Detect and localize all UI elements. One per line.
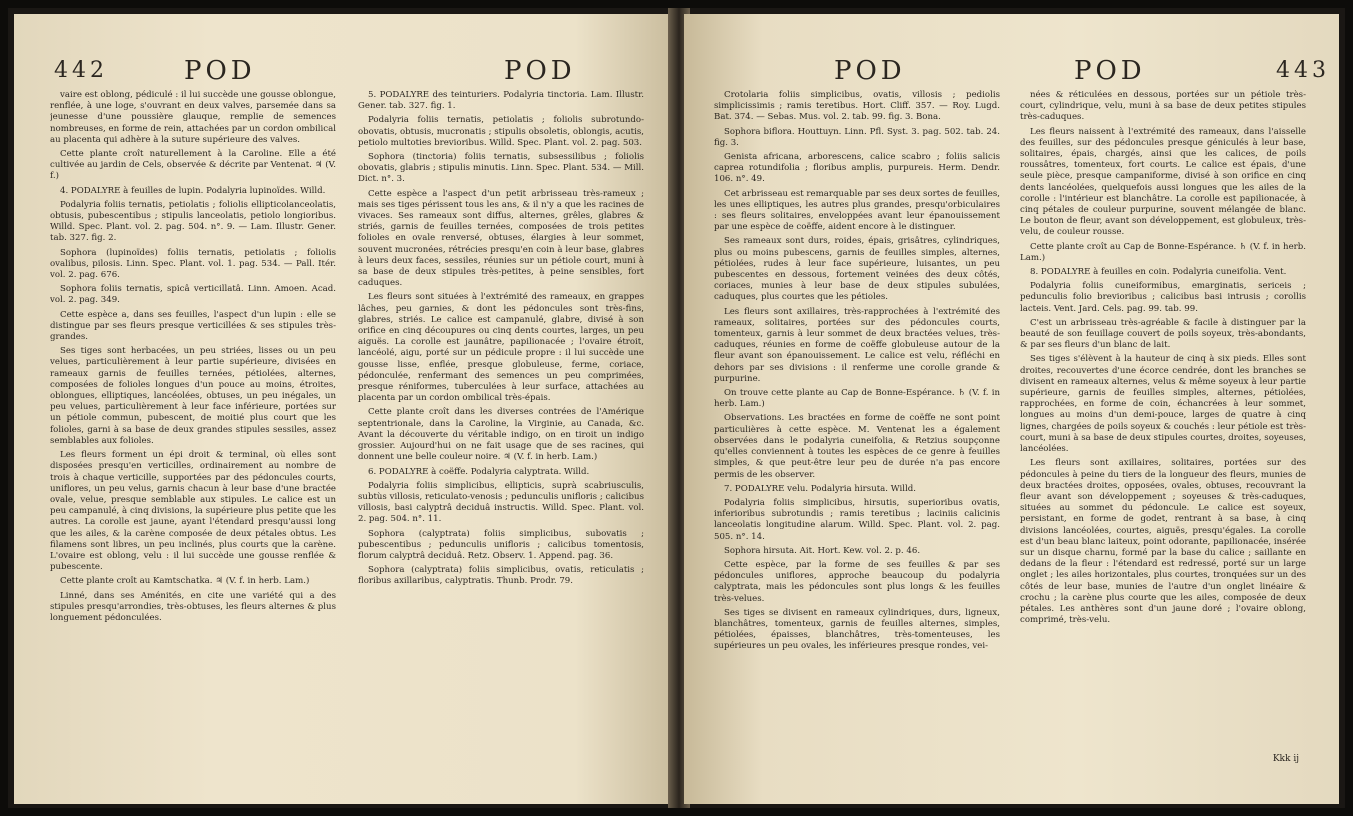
- paragraph: vaire est oblong, pédiculé : il lui succède une gousse oblongue, renflée, à une loge, s'ouvrant en deux valves, parsemée dans sa jeunesse d'une poussière glauque, remplie de semences nombreuses, en forme de rein, attachées par un cordon ombilical au placenta qui adhère à la suture supérieure des valves.: [50, 90, 336, 145]
- book-spread: [8, 8, 1345, 808]
- right-page: [684, 14, 1339, 804]
- signature-mark: Kkk ij: [1272, 754, 1299, 764]
- page-number: 442: [54, 58, 108, 83]
- paragraph: 7. PODALYRE velu. Podalyria hirsuta. Willd.: [724, 483, 916, 494]
- left-column-2: [358, 90, 644, 790]
- paragraph: Sophora hirsuta. Ait. Hort. Kew. vol. 2. p. 46.: [724, 545, 921, 556]
- paragraph: 8. PODALYRE à feuilles en coin. Podalyria cuneifolia. Vent.: [1030, 267, 1287, 278]
- paragraph: 4. PODALYRE à feuilles de lupin. Podalyria lupinoïdes. Willd.: [60, 185, 326, 196]
- paragraph: C'est un arbrisseau très-agréable & facile à distinguer par la beauté de son feuillage couvert de poils soyeux, très-abondants, & par ses fleurs d'un blanc de lait.: [1020, 317, 1306, 351]
- running-head: POD: [184, 56, 256, 86]
- paragraph: Les fleurs sont situées à l'extrémité des rameaux, en grappes lâches, peu garnies, & dont les pédoncules sont très-fins, glabres, striés. Le calice est campanulé, glabre, divisé à son orifice en cinq découpures ou cinq dents courtes, larges, un peu aiguës. La corolle est jaunâtre, papilionacée ; l'ovaire étroit, lancéolé, aigu, porté sur un pédicule propre : il lui succède une gousse lisse, enflée, presque globuleuse, ferme, coriace, pédonculée, renfermant des semences un peu comprimées, presque réniformes, tuberculées à leur surface, attachées au placenta par un cordon ombilical très-épais.: [358, 292, 644, 404]
- paragraph: Crotolaria foliis simplicibus, ovatis, villosis ; pediolis simplicissimis ; ramis teretibus. Hort. Cliff. 357. — Roy. Lugd. Bat. 374. — Sebas. Mus. vol. 2. tab. 99. fig. 3. Bona.: [714, 90, 1000, 123]
- paragraph: Ses tiges sont herbacées, un peu striées, lisses ou un peu velues, particulièrement à leur partie supérieure, divisées en rameaux garnis de feuilles ternées, pétiolées, alternes, composées de folioles longues d'un pouce au moins, étroites, oblongues, elliptiques, lancéolées, obtuses, un peu inégales, un peu velues, particulièrement à leur face inférieure, portées sur un pétiole commun, pubescent, de moitié plus court que les folioles, garni à sa base de deux grandes stipules sessiles, assez semblables aux folioles.: [50, 346, 336, 446]
- page-number: 443: [1276, 58, 1330, 83]
- paragraph: Cette plante croît dans les diverses contrées de l'Amérique septentrionale, dans la Caroline, la Virginie, au Canada, &c. Avant la découverte du véritable indigo, on en tiroit un indigo grossier. Aujourd'hui on ne fait usage que de ses racines, qui donnent une belle couleur noire. ♃ (V. f. in herb. Lam.): [358, 407, 644, 463]
- paragraph: Podalyria foliis ternatis, petiolatis ; foliolis subrotundo-obovatis, obtusis, mucronatis ; stipulis obsoletis, oblongis, acutis, petiolo multoties brevioribus. Willd. Spec. Plant. vol. 2. pag. 503.: [358, 115, 644, 148]
- paragraph: Les fleurs sont axillaires, solitaires, portées sur des pédoncules à peine du tiers de la longueur des fleurs, munies de deux bractées droites, opposées, ovales, obtuses, recouvrant la fleur avant son développement ; soyeuses & très-caduques, situées au sommet du pédoncule. Le calice est soyeux, persistant, en forme de godet, rentrant à sa base, à cinq divisions lancéolées, courtes, aiguës, presqu'égales. La corolle est d'un beau blanc laiteux, point odorante, papilionacée, insérée sur un disque charnu, formé par la base du calice ; saillante en dedans de la fleur : l'étendard est redressé, porté sur un large onglet ; les ailes horizontales, plus courtes, tronquées sur un des côtés de leur base, munies de l'autre d'un onglet linéaire & crochu ; la carène plus courte que les ailes, composée de deux pétales. Les anthères sont d'un jaune doré ; l'ovaire oblong, comprimé, très-velu.: [1020, 458, 1306, 626]
- paragraph: Sophora (tinctoria) foliis ternatis, subsessilibus ; foliolis obovatis, glabris ; stipulis minutis. Linn. Spec. Plant. 534. — Mill. Dict. n°. 3.: [358, 152, 644, 185]
- paragraph: Cette espèce a, dans ses feuilles, l'aspect d'un lupin : elle se distingue par ses fleurs presque verticillées & ses stipules très-grandes.: [50, 309, 336, 343]
- paragraph: 6. PODALYRE à coëffe. Podalyria calyptrata. Willd.: [368, 466, 590, 477]
- paragraph: Ses tiges se divisent en rameaux cylindriques, durs, ligneux, blanchâtres, tomenteux, garnis de feuilles alternes, simples, pétiolées, épaisses, blanchâtres, très-tomenteuses, les supérieures un peu ovales, les inférieures presque rondes, vei-: [714, 607, 1000, 652]
- paragraph: Sophora biflora. Houttuyn. Linn. Pfl. Syst. 3. pag. 502. tab. 24. fig. 3.: [714, 126, 1000, 148]
- left-page: [14, 14, 674, 804]
- paragraph: Sophora (calyptrata) foliis simplicibus, ovatis, reticulatis ; floribus axillaribus, calyptratis. Thunb. Prodr. 79.: [358, 565, 644, 587]
- paragraph: Les fleurs forment un épi droit & terminal, où elles sont disposées presqu'en verticilles, ordinairement au nombre de trois à chaque verticille, supportées par des pédoncules courts, uniflores, un peu velus, garnis chacun à leur base d'une bractée ovale, velue, presque semblable aux stipules. Le calice est un peu campanulé, à cinq divisions, la supérieure plus petite que les autres. La corolle est jaune, ayant l'étendard presqu'aussi long que les ailes, & la carène composée de deux pétales obtus. Les filamens sont libres, un peu inclinés, plus courts que la carène. L'ovaire est oblong, velu : il lui succède une gousse renflée & pubescente.: [50, 450, 336, 573]
- left-column-1: [50, 90, 336, 790]
- paragraph: Cette espèce, par la forme de ses feuilles & par ses pédoncules uniflores, approche beaucoup du podalyria calyptrata, mais les pédoncules sont plus longs & les feuilles très-velues.: [714, 559, 1000, 604]
- paragraph: Sophora (lupinoïdes) foliis ternatis, petiolatis ; foliolis ovalibus, pilosis. Linn. Spec. Plant. vol. 1. pag. 534. — Pall. Itér. vol. 2. pag. 676.: [50, 247, 336, 281]
- paragraph: On trouve cette plante au Cap de Bonne-Espérance. ♄ (V. f. in herb. Lam.): [714, 388, 1000, 410]
- paragraph: Sophora foliis ternatis, spicâ verticillatâ. Linn. Amoen. Acad. vol. 2. pag. 349.: [50, 284, 336, 306]
- paragraph: Ses tiges s'élèvent à la hauteur de cinq à six pieds. Elles sont droites, recouvertes d'une écorce cendrée, dont les branches se divisent en rameaux alternes, velus & même soyeux à leur partie supérieure, garnis de feuilles simples, alternes, pétiolées, rapprochées, en forme de coin, échancrées à leur sommet, longues au moins d'un demi-pouce, larges de quatre à cinq lignes, chargées de poils soyeux & couchés : leur pétiole est très-court, muni à sa base de deux stipules courtes, droites, soyeuses, lancéolées.: [1020, 354, 1306, 455]
- paragraph: Cet arbrisseau est remarquable par ses deux sortes de feuilles, les unes elliptiques, les autres plus grandes, presqu'orbiculaires : ses fleurs solitaires, enveloppées avant leur épanouissement par une espèce de coëffe, aident encore à le distinguer.: [714, 188, 1000, 233]
- paragraph: Podalyria foliis cuneiformibus, emarginatis, sericeis ; pedunculis folio brevioribus ; calicibus basi intrusis ; corollis lacteis. Vent. Jard. Cels. pag. 99. tab. 99.: [1020, 281, 1306, 314]
- paragraph: Podalyria foliis simplicibus, hirsutis, superioribus ovatis, inferioribus subrotundis ; ramis teretibus ; laciniis calicinis lanceolatis longitudine alarum. Willd. Spec. Plant. vol. 2. pag. 505. n°. 14.: [714, 497, 1000, 542]
- paragraph: Observations. Les bractées en forme de coëffe ne sont point particulières à cette espèce. M. Ventenat les a également observées dans le podalyria cuneifolia, & Retzius soupçonne qu'elles conviennent à toutes les espèces de ce genre à feuilles simples, & que peut-être leur peu de durée n'a pas encore permis de les observer.: [714, 413, 1000, 480]
- running-head: POD: [1074, 56, 1146, 86]
- paragraph: Cette plante croît au Cap de Bonne-Espérance. ♄ (V. f. in herb. Lam.): [1020, 241, 1306, 263]
- paragraph: Les fleurs naissent à l'extrémité des rameaux, dans l'aisselle des feuilles, sur des pédoncules presque géniculés à leur base, solitaires, épais, chargés, ainsi que les calices, de poils roussâtres, tomenteux, fort courts. Le calice est épais, d'une seule pièce, presque campaniforme, divisé à son orifice en cinq dents lancéolées, quelquefois aussi longues que les ailes de la corolle : l'intérieur est blanchâtre. La corolle est papilionacée, à cinq pétales de couleur purpurine, souvent mélangée de blanc. Le bouton de fleur, avant son développement, est globuleux, très-velu, de couleur rousse.: [1020, 126, 1306, 238]
- right-column-1: [714, 90, 1000, 790]
- paragraph: nées & réticulées en dessous, portées sur un pétiole très-court, cylindrique, velu, muni à sa base de deux petites stipules très-caduques.: [1020, 90, 1306, 123]
- left-page-header: [14, 56, 674, 86]
- right-page-header: [684, 56, 1339, 86]
- paragraph: Sophora (calyptrata) foliis simplicibus, subovatis ; pubescentibus ; pedunculis unifloris ; calicibus tomentosis, florum calyptrâ deciduâ. Retz. Observ. 1. Append. pag. 36.: [358, 528, 644, 561]
- paragraph: Les fleurs sont axillaires, très-rapprochées à l'extrémité des rameaux, solitaires, portées sur des pédoncules courts, tomenteux, garnis à leur sommet de deux bractées velues, très-caduques, réunies en forme de coëffe globuleuse autour de la fleur avant son épanouissement. Le calice est velu, réfléchi en dehors par ses divisions : il renferme une corolle grande & purpurine.: [714, 306, 1000, 384]
- right-column-2: [1020, 90, 1306, 790]
- running-head: POD: [504, 56, 576, 86]
- running-head: POD: [834, 56, 906, 86]
- paragraph: Ses rameaux sont durs, roides, épais, grisâtres, cylindriques, plus ou moins pubescens, garnis de feuilles simples, alternes, pétiolées, rudes à leur face supérieure, luisantes, un peu pubescentes en dessous, fortement veinées des deux côtés, coriaces, munies à leur base de deux stipules subulées, caduques, plus courtes que les pétioles.: [714, 236, 1000, 303]
- paragraph: Podalyria foliis ternatis, petiolatis ; foliolis ellipticolanceolatis, obtusis, pubescentibus ; stipulis lanceolatis, petiolo longioribus. Willd. Spec. Plant. vol. 2. pag. 504. n°. 9. — Lam. Illustr. Gener. tab. 327. fig. 2.: [50, 199, 336, 244]
- paragraph: Genista africana, arborescens, calice scabro ; foliis salicis caprea rotundifolia ; floribus amplis, purpureis. Herm. Dendr. 106. n°. 49.: [714, 152, 1000, 185]
- paragraph: Cette espèce a l'aspect d'un petit arbrisseau très-rameux ; mais ses tiges périssent tous les ans, & il n'y a que les racines de vivaces. Ses rameaux sont diffus, alternes, grêles, glabres & striés, garnis de feuilles ternées, composées de trois petites folioles en ovale renversé, obtuses, élargies à leur sommet, souvent mucronées, rétrécies presqu'en coin à leur base, glabres à leurs deux faces, sessiles, réunies sur un pétiole court, muni à sa base de deux stipules très-petites, à peine sensibles, fort caduques.: [358, 188, 644, 289]
- paragraph: 5. PODALYRE des teinturiers. Podalyria tinctoria. Lam. Illustr. Gener. tab. 327. fig. 1.: [358, 90, 644, 112]
- paragraph: Cette plante croît naturellement à la Caroline. Elle a été cultivée au jardin de Cels, observée & décrite par Ventenat. ♃ (V. f.): [50, 149, 336, 182]
- paragraph: Cette plante croît au Kamtschatka. ♃ (V. f. in herb. Lam.): [60, 576, 310, 587]
- paragraph: Linné, dans ses Aménités, en cite une variété qui a des stipules presqu'arrondies, très-obtuses, les fleurs alternes & plus longuement pédonculées.: [50, 590, 336, 623]
- paragraph: Podalyria foliis simplicibus, ellipticis, suprà scabriusculis, subtùs villosis, reticulato-venosis ; pedunculis unifloris ; calicibus villosis, basi calyptrâ deciduâ instructis. Willd. Spec. Plant. vol. 2. pag. 504. n°. 11.: [358, 480, 644, 525]
